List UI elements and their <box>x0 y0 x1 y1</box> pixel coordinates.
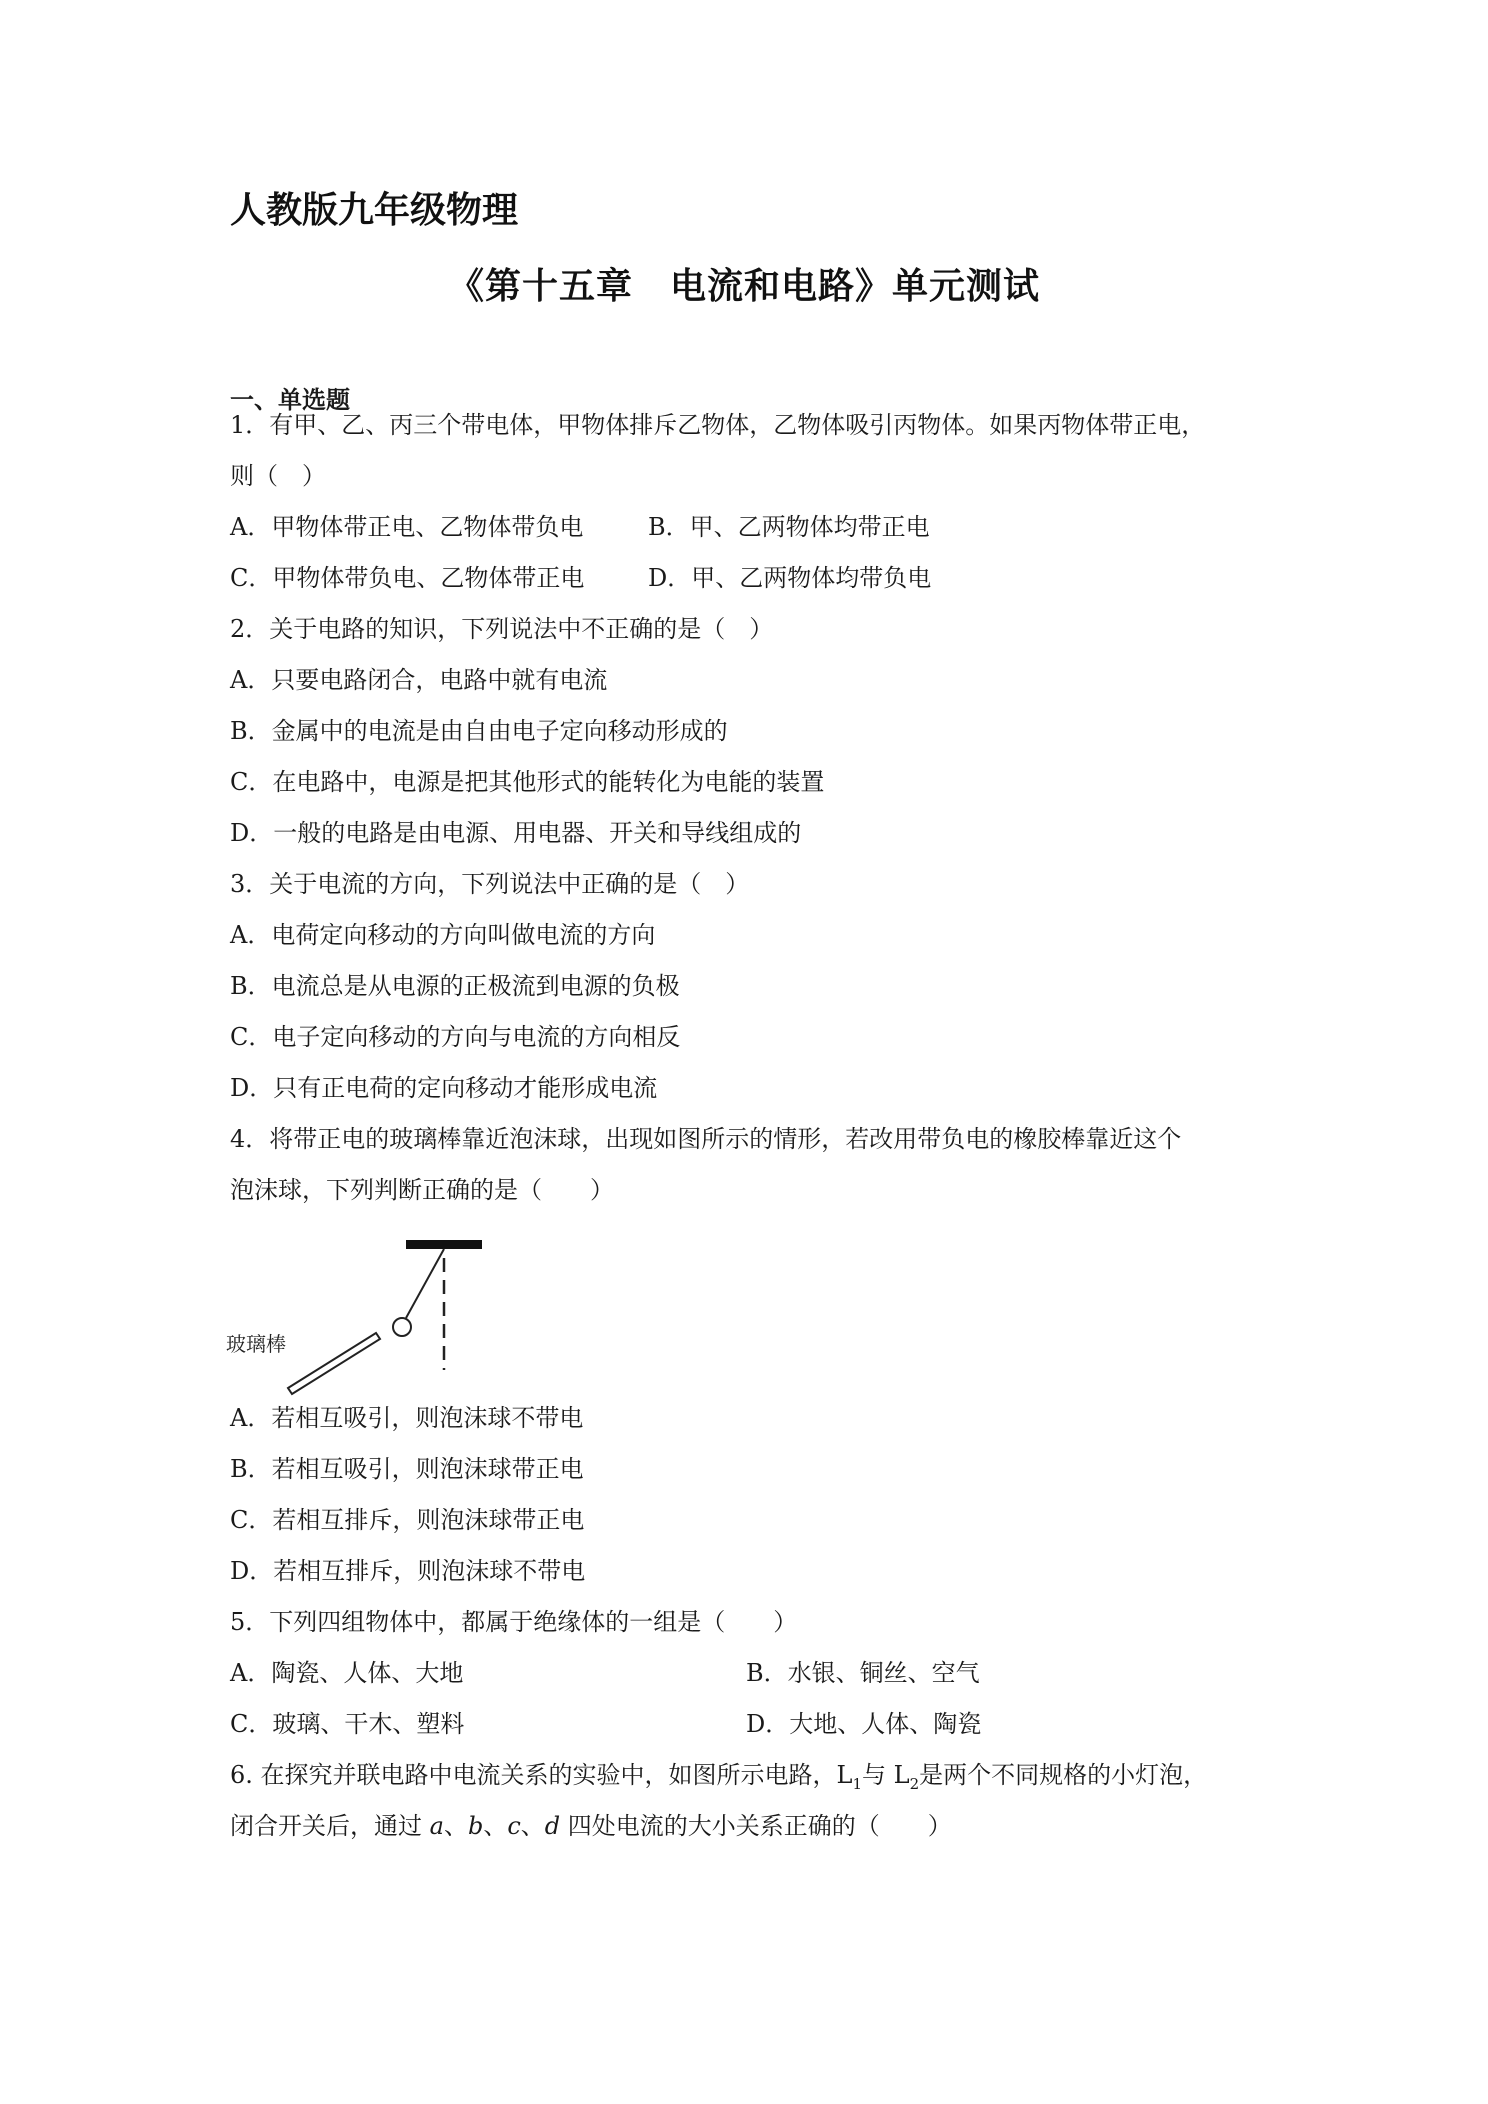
q4-option-b: B．若相互吸引，则泡沫球带正电 <box>230 1455 584 1483</box>
document-title: 人教版九年级物理 <box>230 190 519 231</box>
q3-option-d: D．只有正电荷的定向移动才能形成电流 <box>230 1074 658 1102</box>
q6-stem-line1 <box>230 1760 1207 1799</box>
q1-stem-line1: 1．有甲、乙、丙三个带电体，甲物体排斥乙物体，乙物体吸引丙物体。如果丙物体带正电， <box>230 411 1206 439</box>
q6-line2-post: 四处电流的大小关系正确的（ ） <box>560 1812 952 1840</box>
q1-option-a: A．甲物体带正电、乙物体带负电 <box>230 513 584 541</box>
q1-option-c: C．甲物体带负电、乙物体带正电 <box>230 564 585 592</box>
q3-stem: 3．关于电流的方向，下列说法中正确的是（ ） <box>230 870 750 898</box>
q6-sub-2: 2 <box>909 1774 920 1793</box>
q6-line2-pre: 闭合开关后，通过 <box>230 1812 430 1840</box>
q6-stem-mid: 与 L <box>862 1761 910 1789</box>
q4-stem-line2: 泡沫球，下列判断正确的是（ ） <box>230 1176 614 1204</box>
q4-stem-line1: 4．将带正电的玻璃棒靠近泡沫球，出现如图所示的情形，若改用带负电的橡胶棒靠近这个 <box>230 1125 1182 1153</box>
q5-option-c: C．玻璃、干木、塑料 <box>230 1710 465 1738</box>
q5-option-d: D．大地、人体、陶瓷 <box>746 1710 982 1738</box>
q2-option-b: B．金属中的电流是由自由电子定向移动形成的 <box>230 717 728 745</box>
q4-figure-svg <box>226 1240 496 1400</box>
q5-stem: 5．下列四组物体中，都属于绝缘体的一组是（ ） <box>230 1608 798 1636</box>
q2-option-a: A．只要电路闭合，电路中就有电流 <box>230 666 608 694</box>
q5-option-a: A．陶瓷、人体、大地 <box>230 1659 464 1687</box>
q6-point-d: d <box>544 1812 561 1840</box>
q4-option-c: C．若相互排斥，则泡沫球带正电 <box>230 1506 585 1534</box>
q6-point-a: a <box>429 1812 444 1840</box>
q3-option-a: A．电荷定向移动的方向叫做电流的方向 <box>230 921 656 949</box>
thread <box>406 1249 444 1318</box>
foam-ball <box>393 1318 411 1336</box>
q6-point-c: c <box>507 1812 521 1840</box>
q2-option-d: D．一般的电路是由电源、用电器、开关和导线组成的 <box>230 819 802 847</box>
section-heading: 一、单选题 <box>230 386 350 414</box>
q6-sep3: 、 <box>520 1812 545 1840</box>
q5-option-b: B．水银、铜丝、空气 <box>746 1659 980 1687</box>
q4-figure-glass-rod-and-ball <box>226 1240 496 1400</box>
document-subtitle: 《第十五章 电流和电路》单元测试 <box>447 266 1040 307</box>
q2-option-c: C．在电路中，电源是把其他形式的能转化为电能的装置 <box>230 768 825 796</box>
q1-option-d: D．甲、乙两物体均带负电 <box>648 564 932 592</box>
q1-option-b: B．甲、乙两物体均带正电 <box>648 513 930 541</box>
q6-sep2: 、 <box>483 1812 508 1840</box>
q6-stem-post: 是两个不同规格的小灯泡， <box>919 1761 1208 1789</box>
q2-stem: 2．关于电路的知识，下列说法中不正确的是（ ） <box>230 615 774 643</box>
q1-stem-line2: 则（ ） <box>230 462 326 490</box>
glass-rod <box>288 1333 380 1394</box>
support-bar <box>406 1240 482 1249</box>
q6-point-b: b <box>467 1812 484 1840</box>
glass-rod-label: 玻璃棒 <box>226 1332 286 1356</box>
q4-option-d: D．若相互排斥，则泡沫球不带电 <box>230 1557 586 1585</box>
q4-option-a: A．若相互吸引，则泡沫球不带电 <box>230 1404 584 1432</box>
q6-stem-line2 <box>230 1811 952 1841</box>
q6-stem-pre: 6. 在探究并联电路中电流关系的实验中，如图所示电路，L <box>230 1761 853 1789</box>
q6-sub-1: 1 <box>852 1774 863 1793</box>
q3-option-c: C．电子定向移动的方向与电流的方向相反 <box>230 1023 681 1051</box>
q6-sep1: 、 <box>443 1812 468 1840</box>
q3-option-b: B．电流总是从电源的正极流到电源的负极 <box>230 972 680 1000</box>
